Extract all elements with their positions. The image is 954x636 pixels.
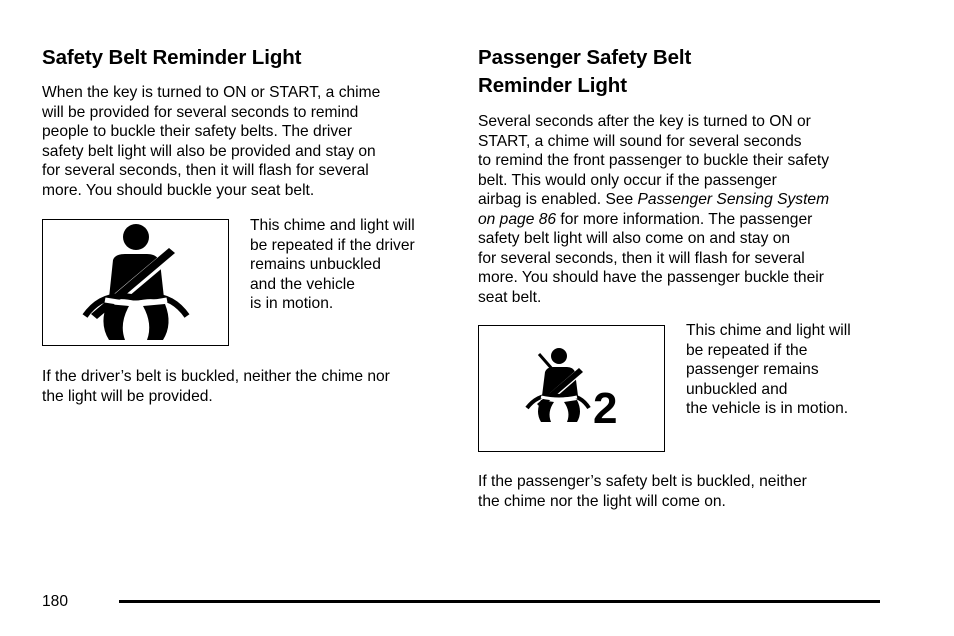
driver-reminder-paragraph: When the key is turned to ON or START, a chime will be provided for several seconds to remind people to buckle their safety belts. The driver safety belt light will also be provided and stay on for several seconds, then it will flash for several more. You should buckle your seat belt. xyxy=(42,84,381,199)
driver-buckled-paragraph: If the driver’s belt is buckled, neither the chime nor the light will be provided. xyxy=(42,368,390,405)
page-number: 180 xyxy=(42,593,69,610)
footer-divider xyxy=(119,600,880,603)
passenger-buckled-paragraph: If the passenger’s safety belt is buckled, neither the chime nor the light will come on. xyxy=(478,473,807,510)
passenger-seat-number: 2 xyxy=(593,384,618,433)
section-heading-passenger-safety-belt: Passenger Safety Belt Reminder Light xyxy=(478,46,692,97)
driver-figure-caption: This chime and light will be repeated if the driver remains unbuckled and the vehicle is in motion. xyxy=(250,217,415,312)
cross-reference-link[interactable]: Passenger Sensing System xyxy=(637,191,830,208)
cross-reference-page[interactable]: on page 86 xyxy=(478,210,557,228)
passenger-reminder-paragraph: Several seconds after the key is turned to ON or START, a chime will sound for several seconds to remind the front passenger to buckle their safety belt. This would only occur if the passenger airbag is enabled. See Passenger Sensing System on page 86 for more information. The passenger safety belt light will also come on and stay on for several seconds, then it will flash for several more. You should have the passenger buckle their seat belt. xyxy=(478,113,830,306)
driver-seatbelt-figure xyxy=(42,219,229,346)
passenger-seatbelt-figure xyxy=(478,325,665,452)
passenger-seatbelt-icon xyxy=(479,326,663,450)
section-heading-safety-belt: Safety Belt Reminder Light xyxy=(42,46,302,69)
passenger-figure-caption: This chime and light will be repeated if the passenger remains unbuckled and the vehicle is in motion. xyxy=(686,322,851,417)
driver-seatbelt-icon xyxy=(43,220,227,344)
